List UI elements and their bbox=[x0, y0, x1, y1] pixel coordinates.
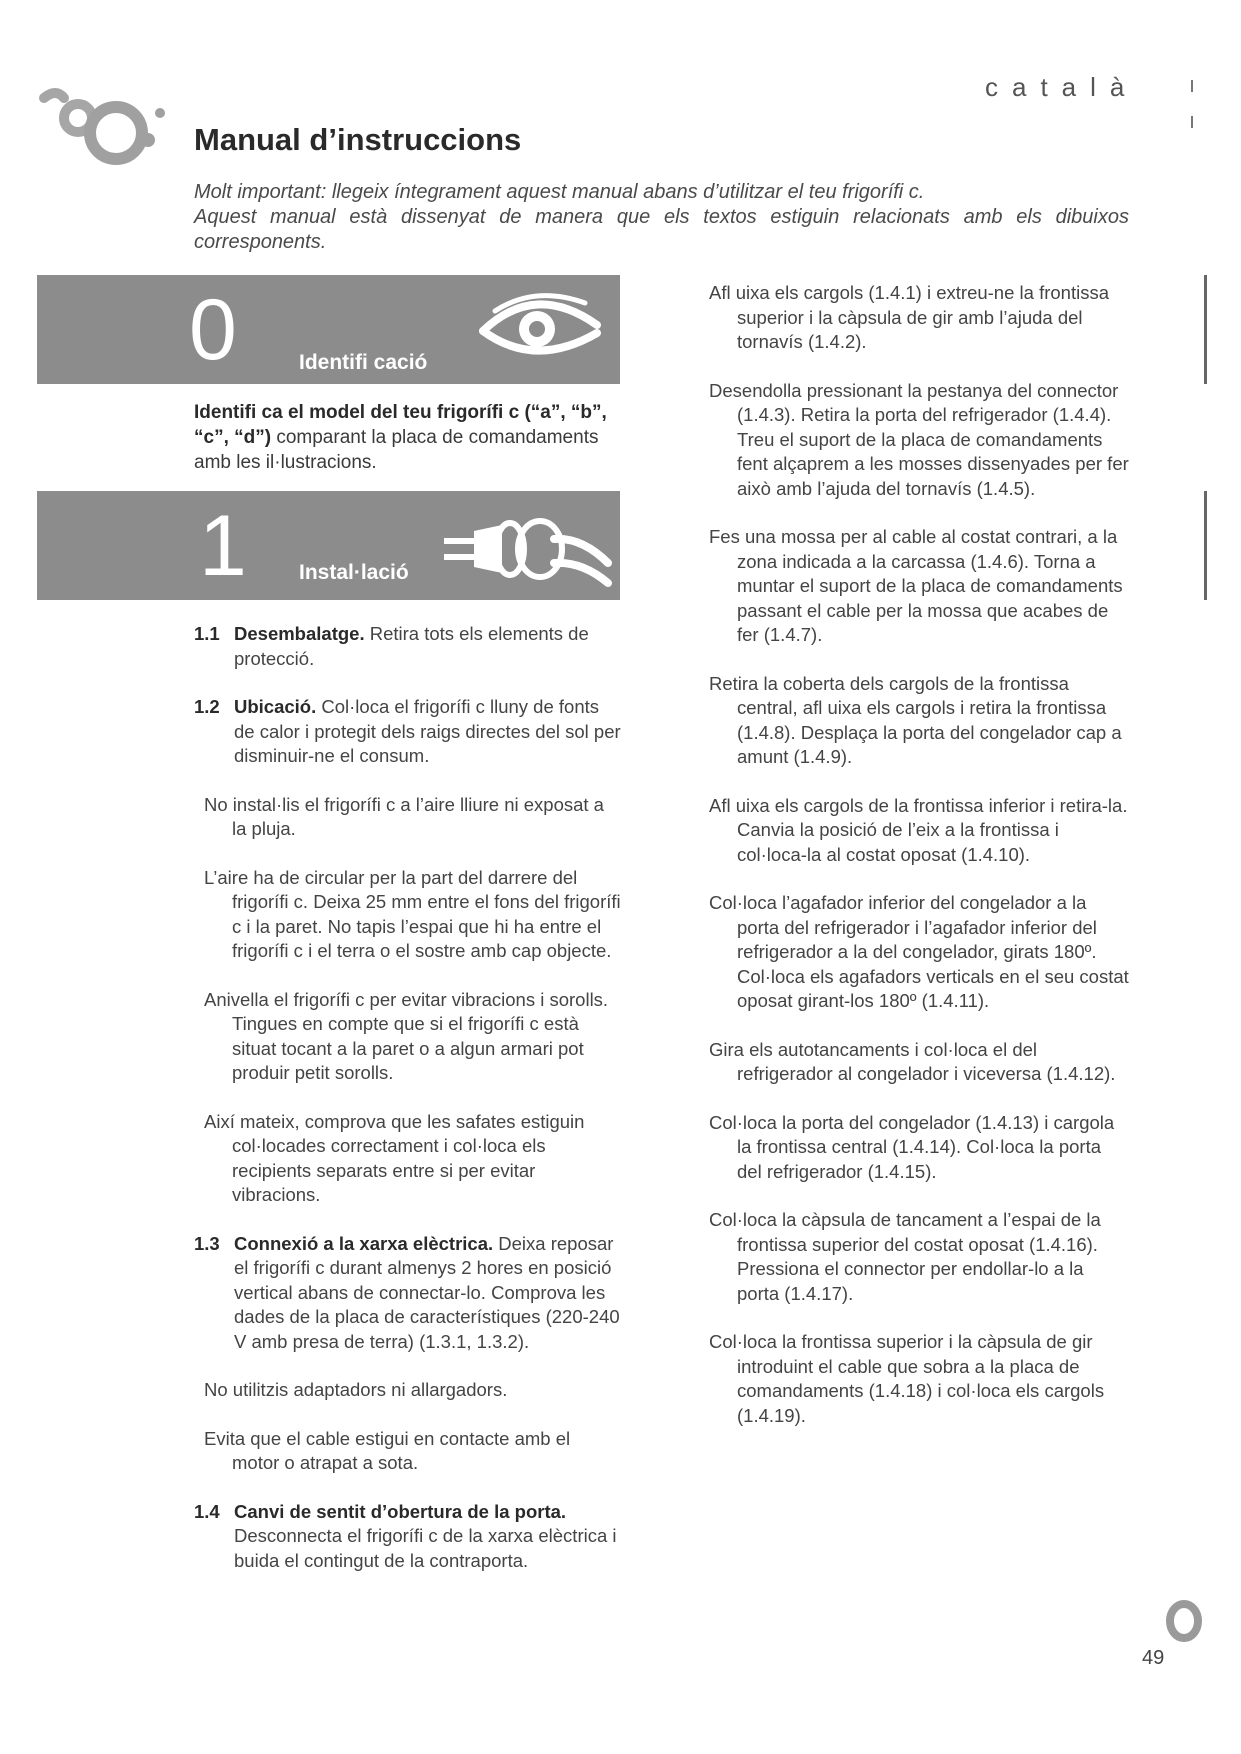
section-number: 0 bbox=[189, 282, 237, 378]
section-1-1 bbox=[194, 622, 622, 671]
brand-logo bbox=[36, 78, 166, 188]
paragraph: L’aire ha de circular per la part del darrere del frigorífi c. Deixa 25 mm entre el fons del frigorífi c i la paret. No tapis l’espai que hi ha entre el frigorífi c i el terra o el sostre amb cap objecte. bbox=[204, 866, 621, 961]
paragraph: Col·loca l’agafador inferior del congelador a la porta del refrigerador i l’agafador inferior del refrigerador a la del congelador, girats 180º. Col·loca els agafadors verticals en el seu costat oposat girant-los 180º (1.4.11). bbox=[709, 892, 1129, 1011]
section-text: Desconnecta el frigorífi c de la xarxa elèctrica i buida el contingut de la contraporta. bbox=[234, 1525, 617, 1571]
intro-line: Aquest manual està dissenyat de manera que els textos estiguin relacionats amb els dibuixos bbox=[194, 206, 1129, 228]
margin-rule bbox=[1204, 491, 1207, 600]
corner-mark bbox=[1191, 80, 1193, 92]
paragraph: Anivella el frigorífi c per evitar vibracions i sorolls. Tingues en compte que si el frigorífi c està situat tocant a la paret o a algun armari pot produir petit sorolls. bbox=[204, 988, 609, 1083]
paragraph: Afl uixa els cargols (1.4.1) i extreu-ne la frontissa superior i la càpsula de gir amb l’ajuda del tornavís (1.4.2). bbox=[709, 282, 1109, 352]
section-1-4 bbox=[194, 1500, 622, 1574]
section-heading: Desembalatge. bbox=[234, 623, 365, 644]
intro-line: Molt important: llegeix íntegrament aquest manual abans d’utilitzar el teu frigorífi c. bbox=[194, 181, 925, 203]
intro-line: corresponents. bbox=[194, 231, 327, 253]
paragraph: Evita que el cable estigui en contacte amb el motor o atrapat a sota. bbox=[204, 1427, 571, 1473]
section-num: 1.3 bbox=[194, 1232, 220, 1254]
paragraph: Fes una mossa per al cable al costat contrari, a la zona indicada a la carcassa (1.4.6). Torna a muntar el suport de la placa de comandaments passant el cable per la mossa que acabes de fer (1.4.7). bbox=[709, 526, 1123, 645]
section-num: 1.1 bbox=[194, 623, 220, 644]
identification-rest: comparant la placa de comandaments amb les il·lustracions. bbox=[194, 427, 599, 473]
section-1-2 bbox=[194, 695, 622, 769]
left-column bbox=[194, 622, 622, 1597]
paragraph: Desendolla pressionant la pestanya del connector (1.4.3). Retira la porta del refrigerador (1.4.4). Treu el suport de la placa de comandaments fent alçaprem a les mosses dissenyades per fer això amb l’ajuda del tornavís (1.4.5). bbox=[709, 379, 1129, 499]
section-number: 1 bbox=[199, 498, 247, 594]
paragraph: Col·loca la porta del congelador (1.4.13) i cargola la frontissa central (1.4.14). Col·loca la porta del refrigerador (1.4.15). bbox=[709, 1111, 1115, 1182]
section-num: 1.4 bbox=[194, 1500, 220, 1522]
identification-bold: Identifi ca el model del teu frigorífi c (“a”, “b”, “c”, “d”) bbox=[194, 402, 607, 448]
section-banner-1 bbox=[37, 491, 620, 600]
paragraph: Gira els autotancaments i col·loca el del refrigerador al congelador i viceversa (1.4.12). bbox=[709, 1038, 1116, 1084]
language-label: català bbox=[985, 72, 1139, 102]
paragraph: Així mateix, comprova que les safates estiguin col·locades correctament i col·loca els recipients separats entre si per evitar vibracions. bbox=[204, 1110, 585, 1205]
section-heading: Canvi de sentit d’obertura de la porta. bbox=[234, 1500, 567, 1522]
paragraph: No instal·lis el frigorífi c a l’aire lliure ni exposat a la pluja. bbox=[204, 793, 604, 839]
section-text: Retira tots els elements de protecció. bbox=[234, 623, 589, 669]
eye-icon bbox=[475, 289, 615, 369]
right-column bbox=[709, 281, 1129, 1452]
section-banner-0 bbox=[37, 275, 620, 384]
section-heading: Connexió a la xarxa elèctrica. bbox=[234, 1232, 494, 1254]
paragraph: Afl uixa els cargols de la frontissa inferior i retira-la. Canvia la posició de l’eix a la frontissa i col·loca-la al costat oposat (1.4.10). bbox=[709, 794, 1128, 865]
corner-mark bbox=[1191, 116, 1193, 128]
section-label: Identifi cació bbox=[299, 351, 428, 374]
section-num: 1.2 bbox=[194, 696, 220, 717]
section-text: Col·loca el frigorífi c lluny de fonts de calor i protegit dels raigs directes del sol per disminuir-ne el consum. bbox=[234, 696, 621, 766]
ring-icon bbox=[1164, 1598, 1204, 1644]
intro-text bbox=[194, 180, 1129, 255]
section-text: Deixa reposar el frigorífi c durant almenys 2 hores en posició vertical abans de connectar-lo. Comprova les dades de la placa de característiques (220-240 V amb presa de terra) (1.3.1, 1.3.2). bbox=[234, 1232, 620, 1352]
paragraph: No utilitzis adaptadors ni allargadors. bbox=[204, 1379, 508, 1400]
paragraph: Retira la coberta dels cargols de la frontissa central, afl uixa els cargols i retira la frontissa (1.4.8). Desplaça la porta del congelador cap a amunt (1.4.9). bbox=[709, 672, 1122, 767]
paragraph: Col·loca la frontissa superior i la càpsula de gir introduint el cable que sobra a la placa de comandaments (1.4.18) i col·loca els cargols (1.4.19). bbox=[709, 1331, 1105, 1426]
paragraph: Col·loca la càpsula de tancament a l’espai de la frontissa superior del costat oposat (1.4.16). Pressiona el connector per endollar-lo a la porta (1.4.17). bbox=[709, 1209, 1101, 1304]
identification-text bbox=[194, 400, 614, 475]
plug-icon bbox=[442, 501, 612, 591]
margin-rule bbox=[1204, 275, 1207, 384]
section-label: Instal·lació bbox=[299, 561, 409, 584]
section-1-3 bbox=[194, 1232, 622, 1355]
page-number: 49 bbox=[1142, 1647, 1165, 1669]
page-title: Manual d’instruccions bbox=[194, 122, 522, 157]
section-heading: Ubicació. bbox=[234, 696, 317, 717]
